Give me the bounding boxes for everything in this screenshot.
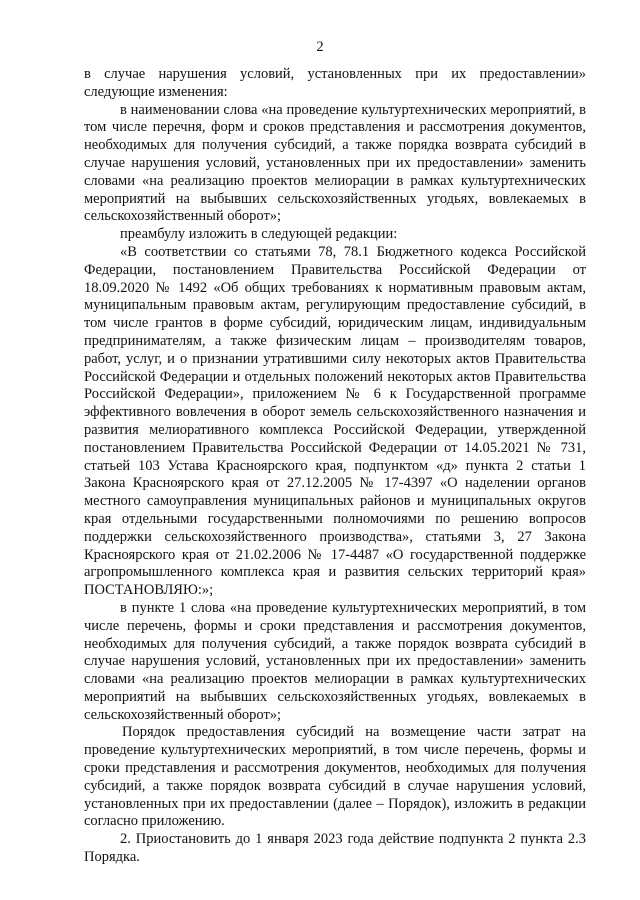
document-body [84,66,586,867]
paragraph-procedure: Порядок предоставления субсидий на возмещение части затрат на проведение культуртехнических мероприятий, в том числе перечень, формы и сроки представления и рассмотрения документов, необходимых для получения субсидий, а также порядок возврата субсидий в случае нарушения условий, установленных при их предоставлении (далее – Порядок), изложить в редакции согласно приложению. [84,724,586,830]
paragraph-title-replacement: в наименовании слова «на проведение культуртехнических мероприятий, в том числе перечня, форм и сроков представления и рассмотрения документов, необходимых для получения субсидий, а также порядка возврата субсидий в случае нарушения условий, установленных при их предоставлении» заменить словами «на реализацию проектов мелиорации в рамках культуртехнических мероприятий на выбывших сельскохозяйственных угодьях, вовлекаемых в сельскохозяйственный оборот»; [84,101,586,225]
paragraph-point-1-replacement: в пункте 1 слова «на проведение культуртехнических мероприятий, в том числе перечень, формы и сроки представления и рассмотрения документов, необходимых для получения субсидий, а также порядок возврата субсидий в случае нарушения условий, установленных при их предоставлении» заменить словами «на реализацию проектов мелиорации в рамках культуртехнических мероприятий на выбывших сельскохозяйственных угодьях, вовлекаемых в сельскохозяйственный оборот»; [84,599,586,723]
paragraph-changes-intro: в случае нарушения условий, установленных при их предоставлении» следующие изменения: [84,66,586,100]
page-number: 2 [316,39,324,55]
paragraph-suspension: 2. Приостановить до 1 января 2023 года действие подпункта 2 пункта 2.3 Порядка. [84,831,586,866]
paragraph-preamble-text: «В соответствии со статьями 78, 78.1 Бюджетного кодекса Российской Федерации, постановлением Правительства Российской Федерации от 18.09.2020 № 1492 «Об общих требованиях к нормативным правовым актам, муниципальным правовым актам, регулирующим предоставление субсидий, в том числе грантов в форме субсидий, юридическим лицам, индивидуальным предпринимателям, а также физическим лицам – производителям товаров, работ, услуг, и о признании утратившими силу некоторых актов Правительства Российской Федерации и отдельных положений некоторых актов Правительства Российской Федерации», приложением № 6 к Государственной программе эффективного вовлечения в оборот земель сельскохозяйственного назначения и развития мелиоративного комплекса Российской Федерации, утвержденной постановлением Правительства Российской Федерации от 14.05.2021 № 731, статьей 103 Устава Красноярского края, подпунктом «д» пункта 2 статьи 1 Закона Красноярского края от 27.12.2005 № 17-4397 «О наделении органов местного самоуправления муниципальных районов и муниципальных округов края отдельными государственными полномочиями по решению вопросов поддержки сельскохозяйственного производства», статьями 3, 27 Закона Красноярского края от 21.02.2006 № 17-4487 «О государственной поддержке агропромышленного комплекса края и развития сельских территорий края» ПОСТАНОВЛЯЮ:»; [84,243,586,599]
paragraph-preamble-instruction: преамбулу изложить в следующей редакции: [120,226,398,243]
